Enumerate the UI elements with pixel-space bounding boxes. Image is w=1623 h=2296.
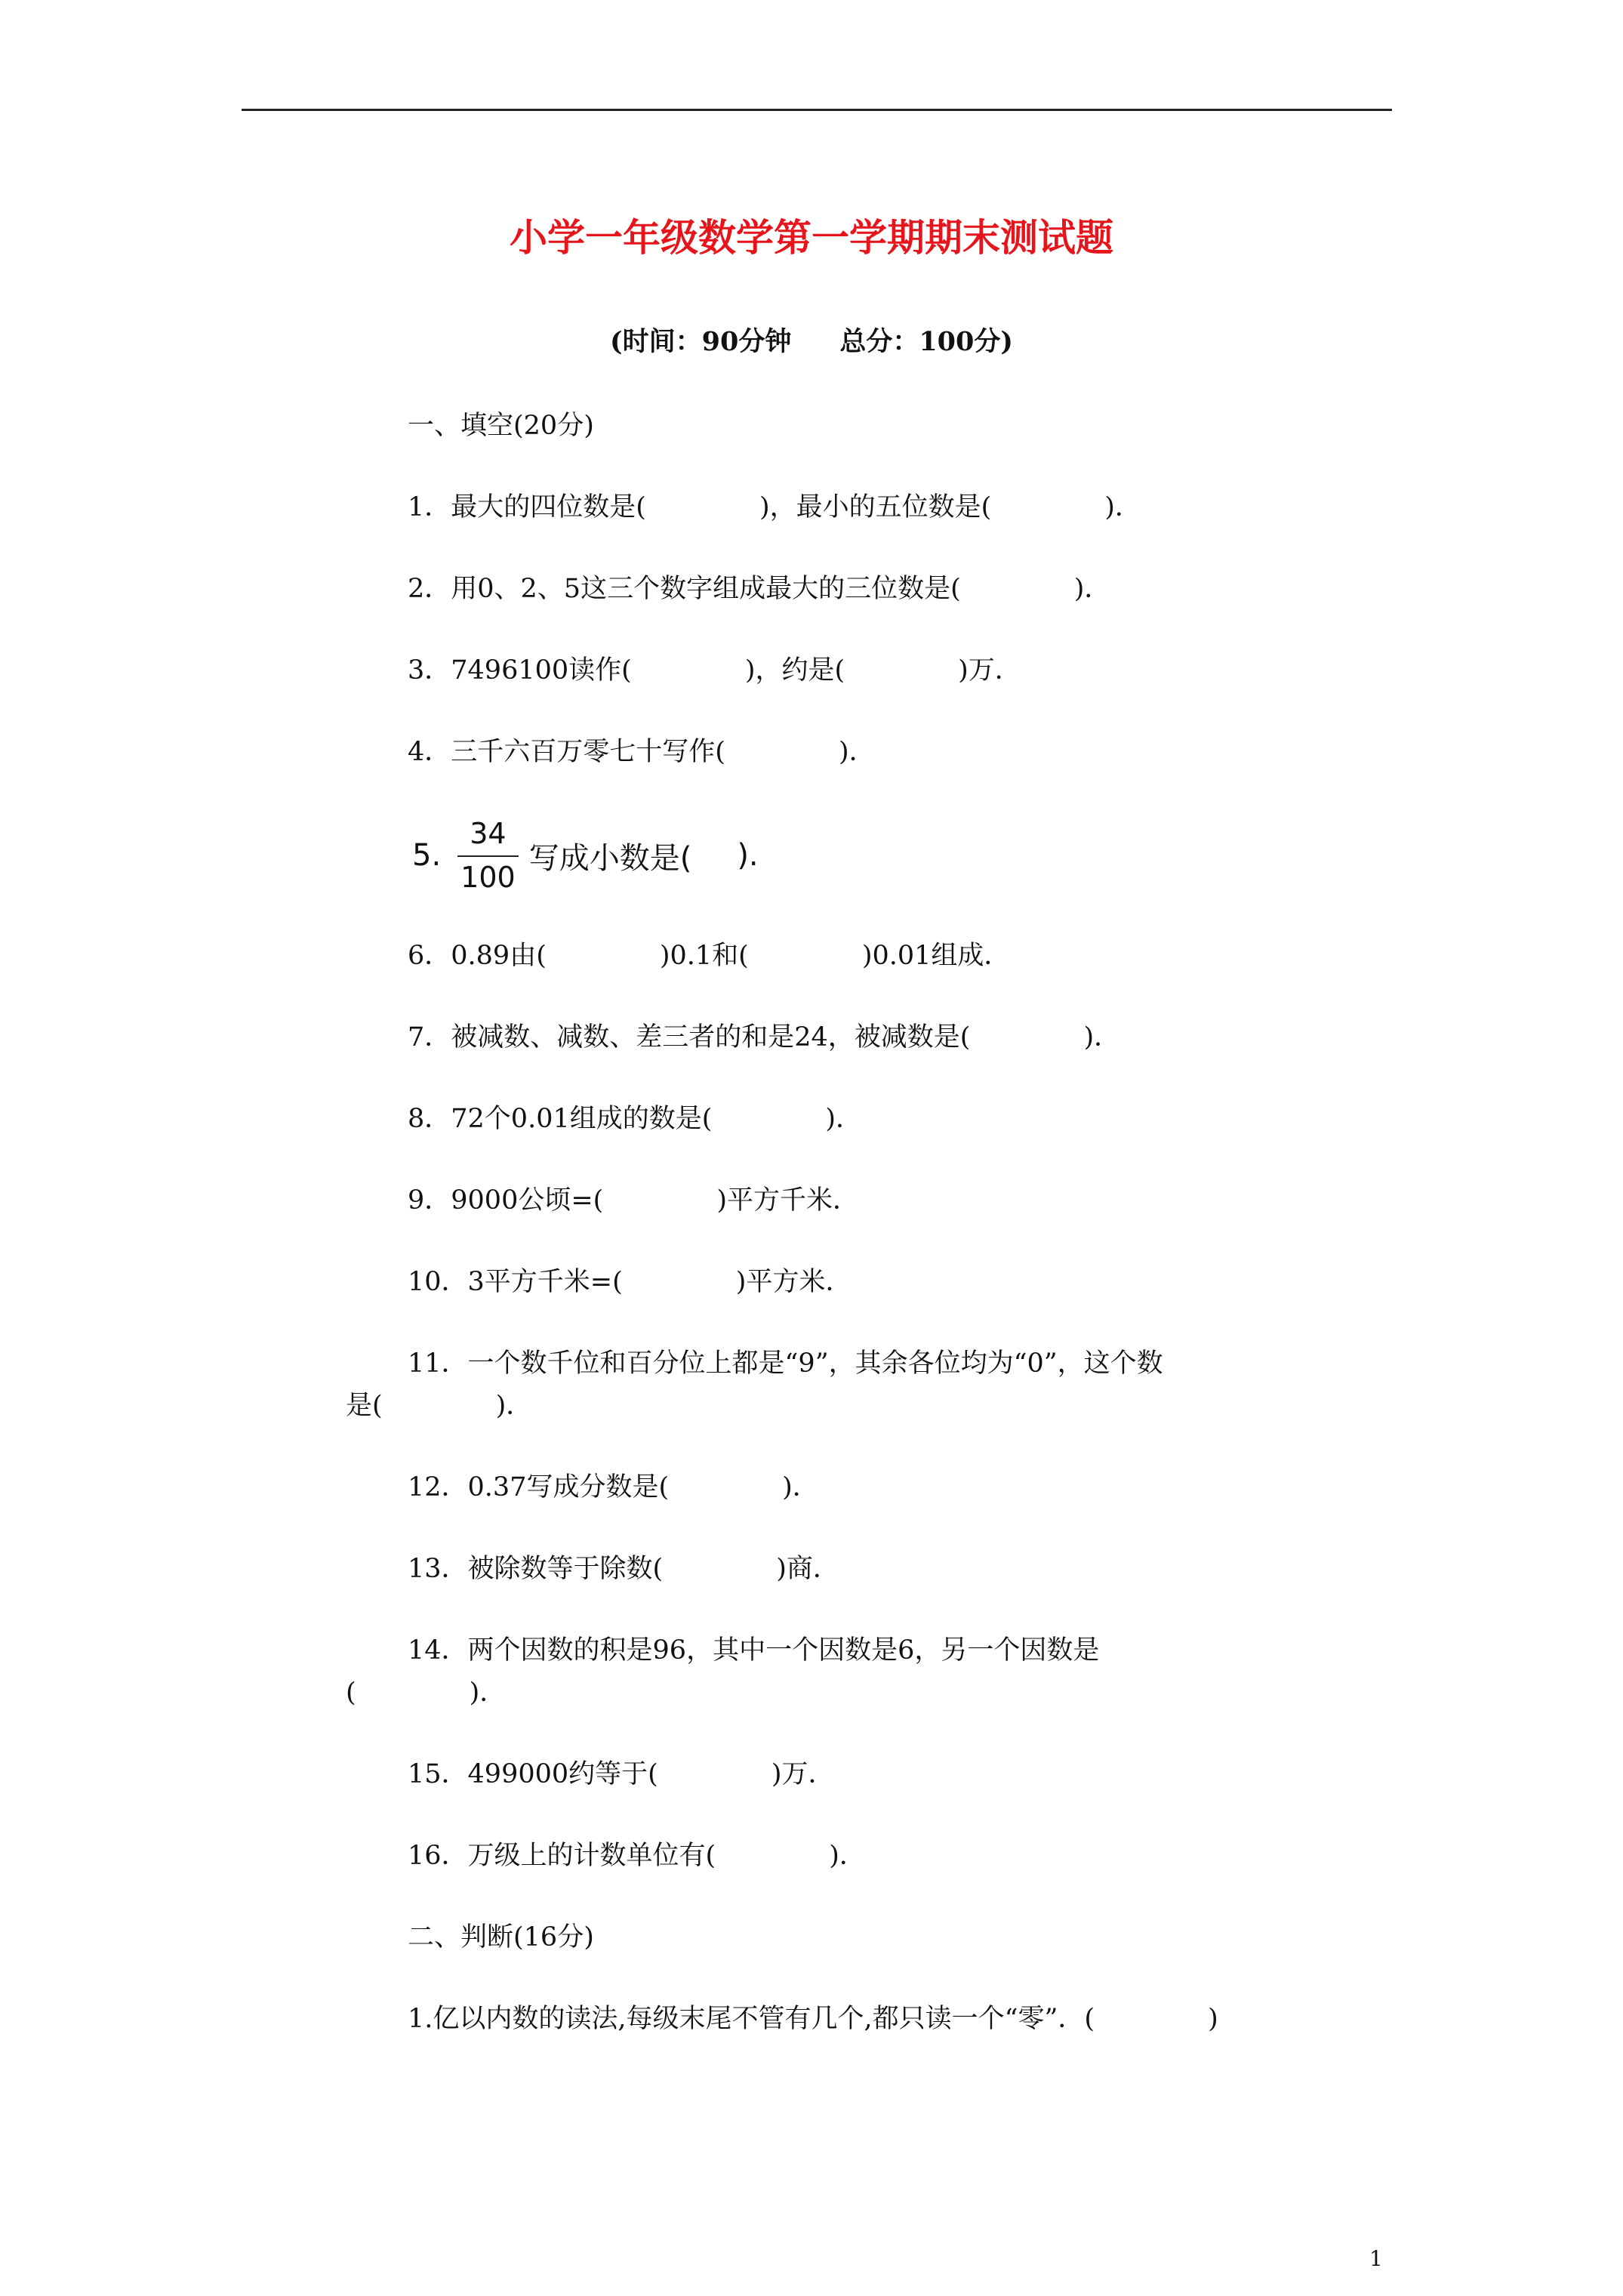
fill-question-5: 5. $\frac{34}{100}$ 写成小数是( ). bbox=[412, 817, 759, 894]
page-number: 1 bbox=[1369, 2246, 1383, 2271]
score-info: 总分：100分) bbox=[839, 326, 1013, 357]
fill-question-14-continued: ( )． bbox=[346, 1678, 507, 1708]
section-fill-heading: 一、填空(20分) bbox=[408, 411, 594, 441]
fill-question-2: 2．用0、2、5这三个数字组成最大的三位数是( )． bbox=[408, 574, 1111, 604]
fill-question-3: 3．7496100读作( )，约是( )万． bbox=[408, 655, 1021, 686]
fill-question-15: 15．499000约等于( )万． bbox=[408, 1759, 835, 1789]
fill-question-11: 11．一个数千位和百分位上都是“9”，其余各位均为“0”，这个数 bbox=[408, 1348, 1163, 1379]
fill-question-8: 8．72个0.01组成的数是( )． bbox=[408, 1104, 863, 1134]
fill-question-10: 10．3平方千米=( )平方米． bbox=[408, 1267, 852, 1297]
page-title: 小学一年级数学第一学期期末测试题 bbox=[510, 215, 1113, 260]
section-judge-heading: 二、判断(16分) bbox=[408, 1922, 594, 1952]
fill-question-12: 12．0.37写成分数是( )． bbox=[408, 1472, 819, 1502]
header-rule bbox=[242, 109, 1392, 111]
fill-question-14: 14．两个因数的积是96，其中一个因数是6，另一个因数是 bbox=[408, 1635, 1100, 1666]
exam-info bbox=[0, 323, 1623, 361]
fraction-numerator: 34 bbox=[470, 817, 507, 850]
fraction-denominator: 100 bbox=[460, 861, 516, 894]
fill-question-4: 4．三千六百万零七十写作( )． bbox=[408, 737, 876, 767]
judge-question-1: 1.亿以内数的读法,每级末尾不管有几个,都只读一个“零”．( ) bbox=[408, 2004, 1218, 2034]
time-info: (时间：90分钟 bbox=[610, 326, 792, 357]
fill-question-13: 13．被除数等于除数( )商． bbox=[408, 1554, 839, 1584]
fill-question-7: 7．被减数、减数、差三者的和是24，被减数是( )． bbox=[408, 1022, 1121, 1052]
fraction bbox=[457, 816, 519, 895]
fill-question-11-continued: 是( )． bbox=[346, 1391, 533, 1421]
fill-question-16: 16．万级上的计数单位有( )． bbox=[408, 1841, 866, 1871]
fill-question-6: 6．0.89由( )0.1和( )0.01组成． bbox=[408, 941, 1011, 971]
fill-question-9: 9．9000公顷=( )平方千米． bbox=[408, 1185, 859, 1216]
fill-question-1: 1．最大的四位数是( )，最小的五位数是( )． bbox=[408, 492, 1141, 522]
